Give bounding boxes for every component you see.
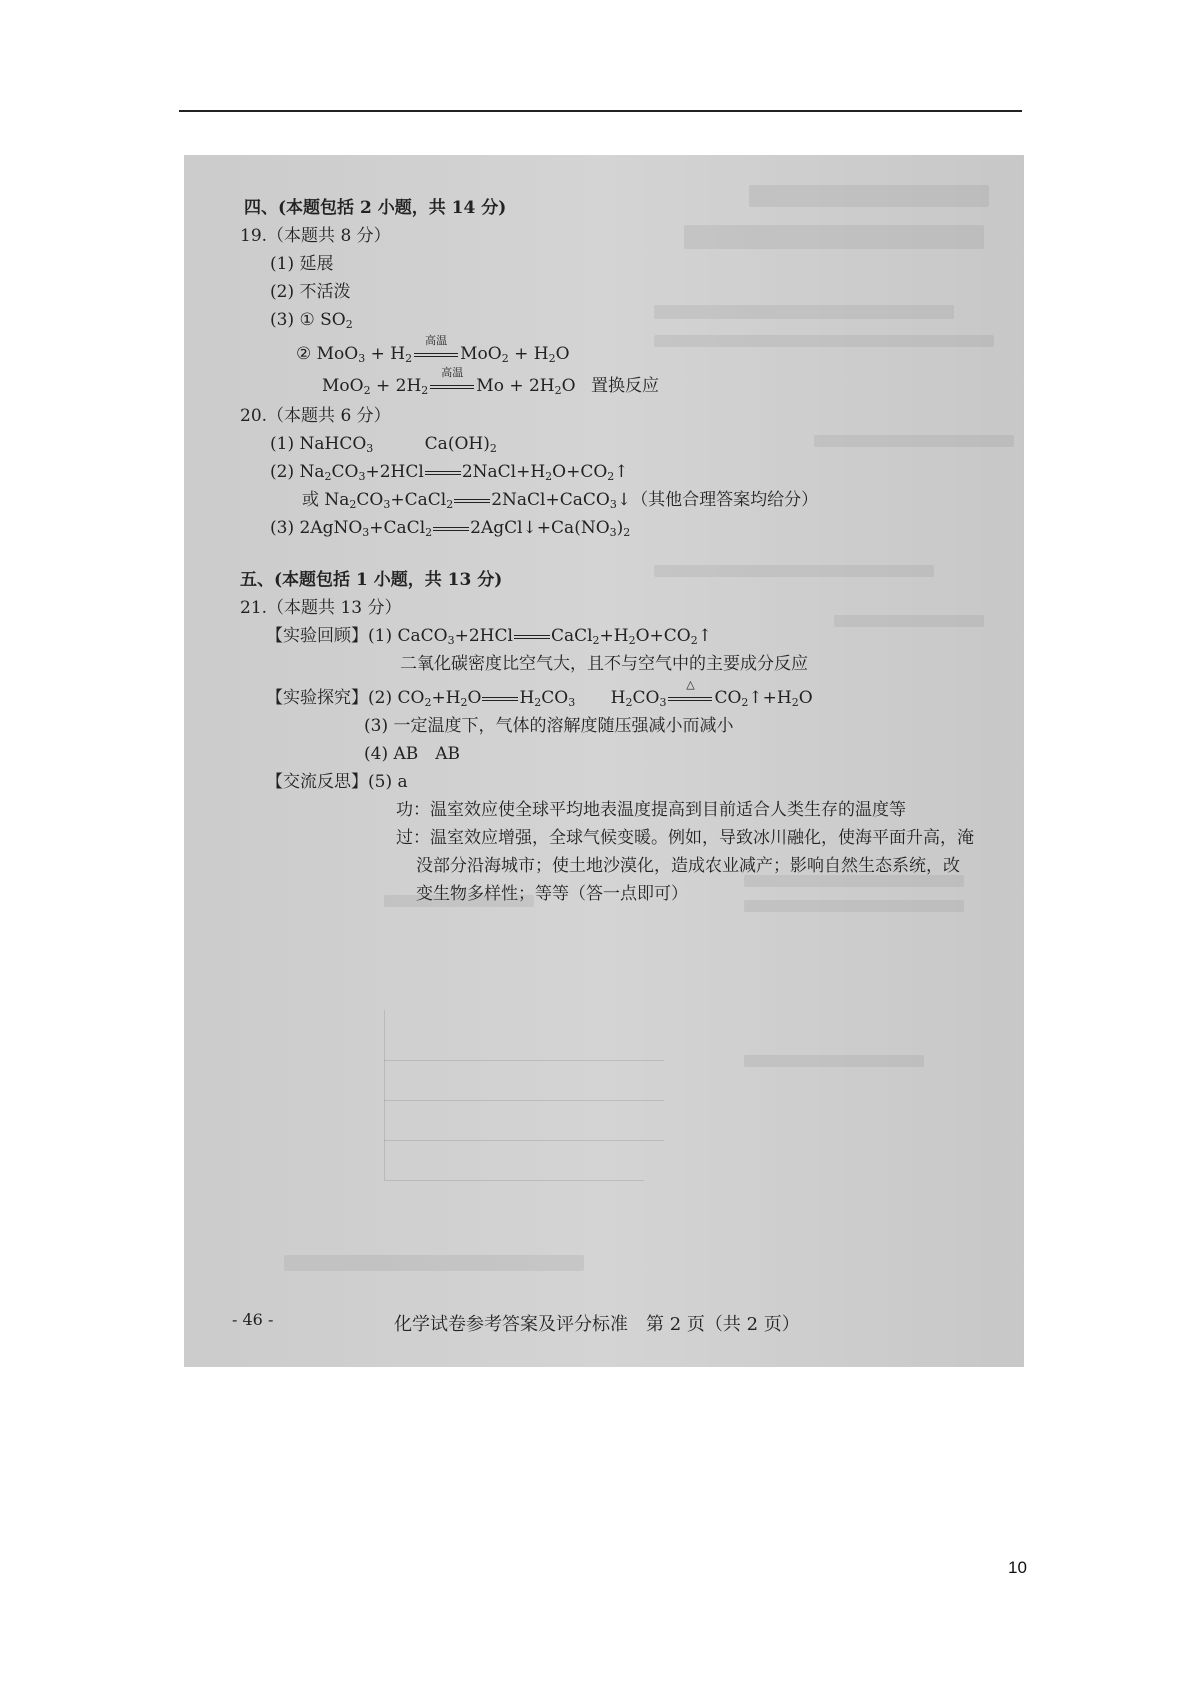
q20-answer-1b: Ca(OH) [424,434,490,454]
q19-answer-3 [270,309,353,331]
q21-review-text: 二氧化碳密度比空气大，且不与空气中的主要成分反应 [400,654,808,674]
q20-answer-3-label: (3) [270,518,295,538]
q21-explore-3: (3) 一定温度下，气体的溶解度随压强减小而减小 [364,716,734,736]
q21-demerit-line-1: 过：温室效应增强，全球气候变暖。例如，导致冰川融化，使海平面升高，淹 [396,828,974,848]
q20-answer-1: (1) NaHCO$_3$ $Ca(OH)_2$ [270,434,497,455]
question-19-title: 19.（本题共 8 分） [240,226,391,246]
equals-sign [425,466,461,480]
q20-answer-3: (3) 2AgNO$_3$+CaCl$_2$ $2AgCl↓+Ca(NO_3)_2$ [270,518,631,539]
q19-answer-3-text: (3) ① SO [270,310,346,330]
q20-answer-2: (2) $Na_2CO_3+2HCl$ $2NaCl+H_2O+CO_2↑$ [270,462,629,483]
bleed-through-mark [814,435,1014,447]
heat-condition: △ [668,692,712,706]
q19-answer-2: (2) 不活泼 [270,282,351,302]
explore-label: (2) [368,688,393,708]
high-temp-condition: 高温 [414,348,458,362]
explore-tag: 【实验探究】 [266,688,368,708]
bleed-through-axis [384,1010,385,1180]
reflect-tag: 【交流反思】 [266,772,368,792]
bleed-through-mark [744,1055,924,1067]
bleed-through-mark [284,1255,584,1271]
q21-explore-2: 【实验探究】(2) $CO_2+H_2O$ $H_2CO_3$ $H_2CO_3$ △ $CO_2↑+H_2O$ [266,677,813,709]
question-21-title: 21.（本题共 13 分） [240,598,402,618]
q19-equation-1: ② $MoO_3 + H_2$ 高温 $MoO_2 + H_2O$ [296,333,570,365]
scan-page-label: - 46 - [232,1310,274,1329]
q21-review-1: 【实验回顾】(1) CaCO$_3$+2HCl $CaCl_2+H_2O+CO_2↑$ [266,626,712,647]
review-tag: 【实验回顾】 [266,626,368,646]
bleed-through-mark [684,225,984,249]
q20-answer-1a: (1) NaHCO [270,434,367,454]
question-20-title: 20.（本题共 6 分） [240,406,391,426]
review-label: (1) [368,626,393,646]
q21-demerit-line-2: 没部分沿海城市；使土地沙漠化，造成农业减产；影响自然生态系统，改 [416,856,960,876]
bleed-through-mark [749,185,989,207]
alt-note: （其他合理答案均给分） [631,490,819,510]
bleed-through-gridline [384,1100,664,1101]
reaction-type: 置换反应 [590,376,659,396]
q21-explore-4: (4) AB AB [364,744,461,764]
scan-footer-title: 化学试卷参考答案及评分标准 第 2 页（共 2 页） [394,1314,800,1335]
bleed-through-gridline [384,1140,664,1141]
q21-reflect-5 [266,771,408,793]
page-number: 10 [1008,1558,1027,1577]
q19-equation-2: $MoO_2 + 2H_2$ 高温 $Mo + 2H_2O$ 置换反应 [322,365,659,397]
alt-prefix: 或 [302,490,319,510]
equals-sign [482,692,518,706]
bleed-through-mark [654,335,994,347]
bleed-through-mark [834,615,984,627]
q20-answer-2-label: (2) [270,462,295,482]
reflect-label: (5) a [368,772,408,792]
bleed-through-mark [654,565,934,577]
section-five-title: 五、(本题包括 1 小题，共 13 分) [240,570,503,590]
header-rule [179,110,1022,112]
q21-demerit-line-3: 变生物多样性；等等（答一点即可） [416,884,688,904]
q21-merit: 功：温室效应使全球平均地表温度提高到目前适合人类生存的温度等 [396,800,906,820]
bleed-through-mark [654,305,954,319]
equals-sign [433,522,469,536]
scanned-answer-sheet [184,155,1024,1367]
q20-answer-2-alt: 或 $Na_2CO_3+CaCl_2$ 2NaCl+CaCO$_3$↓（其他合理答案均给分） [302,490,819,511]
bleed-through-gridline [384,1060,664,1061]
equals-sign [454,494,490,508]
bleed-through-axis [384,1180,644,1181]
q19-equation-tag: ② [296,344,312,364]
q19-answer-3-sub: 2 [345,318,353,331]
equals-sign [514,630,550,644]
bleed-through-mark [744,900,964,912]
section-four-title: 四、(本题包括 2 小题，共 14 分) [244,198,507,218]
high-temp-condition: 高温 [430,380,474,394]
q19-answer-1: (1) 延展 [270,254,334,274]
